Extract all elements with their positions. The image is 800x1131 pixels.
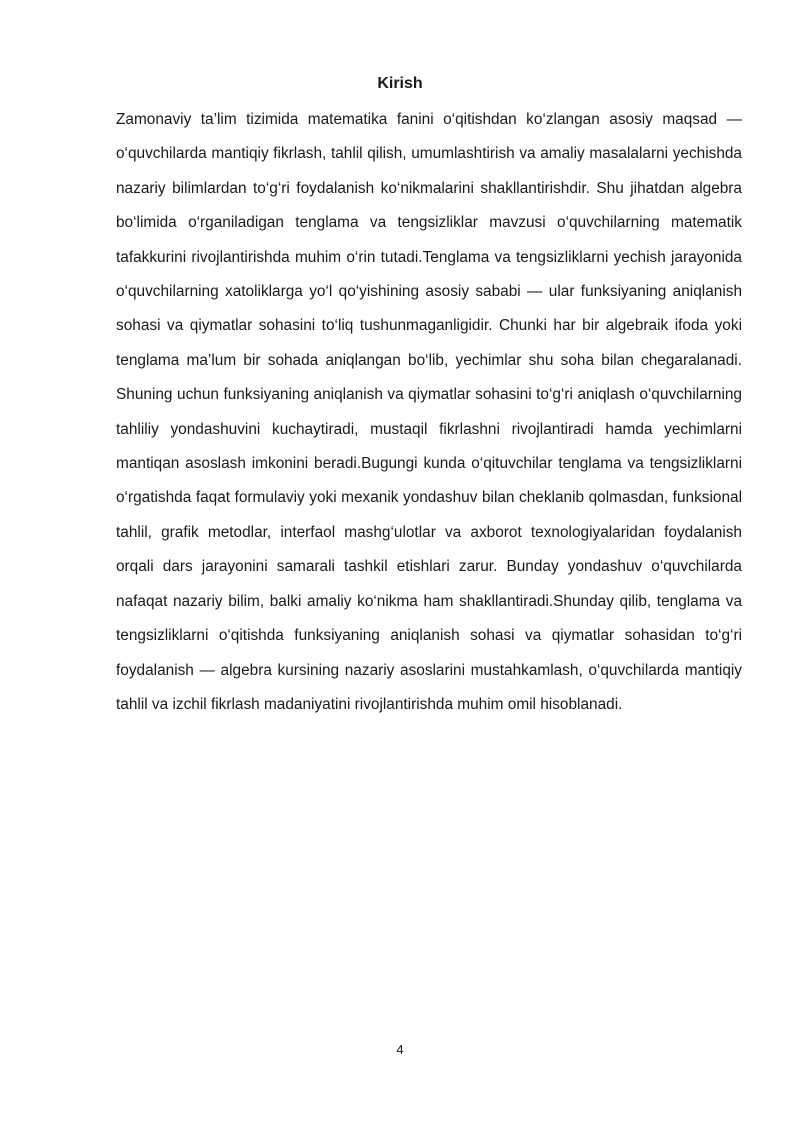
body-paragraph: Zamonaviy ta’lim tizimida matematika fanini o‘qitishdan ko‘zlangan asosiy maqsad — o‘quvchilarda mantiqiy fikrlash, tahlil qilish, umumlashtirish va amaliy masalalarni yechishda nazariy bilimlardan to‘g‘ri foydalanish ko‘nikmalarini shakllantirishdir. Shu jihatdan algebra bo‘limida o‘rganiladigan tenglama va tengsizliklar mavzusi o‘quvchilarning matematik tafakkurini rivojlantirishda muhim o‘rin tutadi.Tenglama va tengsizliklarni yechish jarayonida o‘quvchilarning xatoliklarga yo‘l qo‘yishining asosiy sababi — ular funksiyaning aniqlanish sohasi va qiymatlar sohasini to‘liq tushunmaganligidir. Chunki har bir algebraik ifoda yoki tenglama ma’lum bir sohada aniqlangan bo‘lib, yechimlar shu soha bilan chegaralanadi. Shuning uchun funksiyaning aniqlanish va qiymatlar sohasini to‘g‘ri aniqlash o‘quvchilarning tahliliy yondashuvini kuchaytiradi, mustaqil fikrlashni rivojlantiradi hamda yechimlarni mantiqan asoslash imkonini beradi.Bugungi kunda o‘qituvchilar tenglama va tengsizliklarni o‘rgatishda faqat formulaviy yoki mexanik yondashuv bilan cheklanib qolmasdan, funksional tahlil, grafik metodlar, interfaol mashg‘ulotlar va axborot texnologiyalaridan foydalanish orqali dars jarayonini samarali tashkil etishlari zarur. Bunday yondashuv o‘quvchilarda nafaqat nazariy bilim, balki amaliy ko‘nikma ham shakllantiradi.Shunday qilib, tenglama va tengsizliklarni o‘qitishda funksiyaning aniqlanish sohasi va qiymatlar sohasidan to‘g‘ri foydalanish — algebra kursining nazariy asoslarini mustahkamlash, o‘quvchilarda mantiqiy tahlil va izchil fikrlash madaniyatini rivojlantirishda muhim omil hisoblanadi.: [116, 111, 742, 713]
page-number: 4: [396, 1042, 404, 1057]
section-title: Kirish: [377, 75, 423, 92]
